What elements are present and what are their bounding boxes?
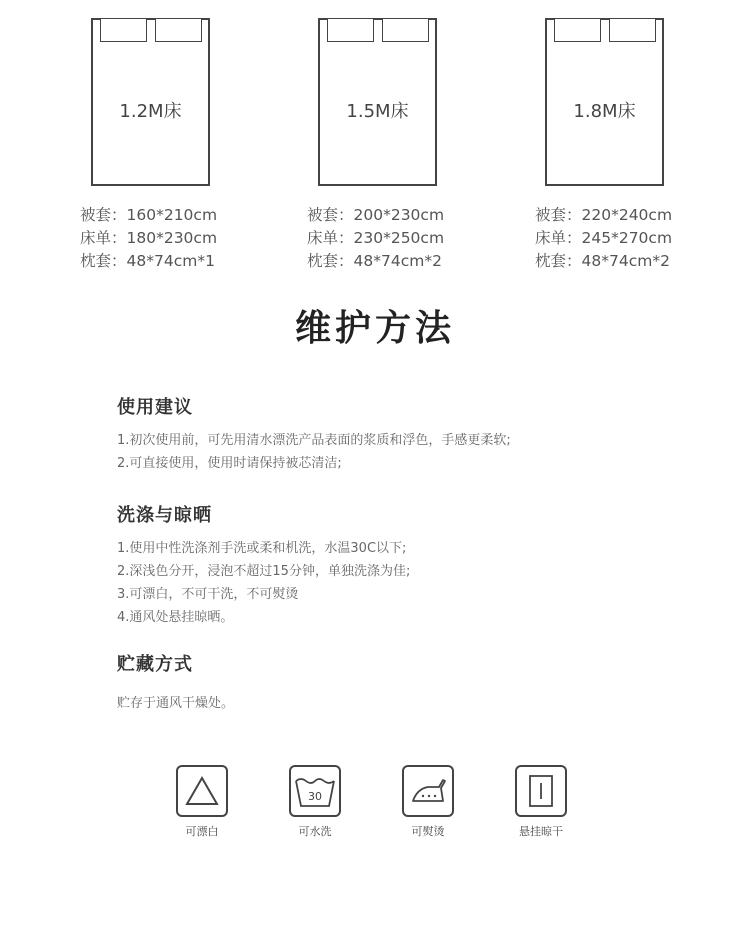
section-heading-usage: 使用建议: [117, 397, 193, 418]
usage-line: 1.初次使用前，可先用清水漂洗产品表面的浆质和浮色，手感更柔软;: [117, 433, 511, 448]
sheet-size: 床单：180*230cm: [80, 229, 218, 247]
bed-diagram-1-2m: [91, 18, 210, 186]
pillowcase-size: 枕套：48*74cm*2: [535, 252, 670, 270]
bed-size-label: 1.5M床: [346, 101, 409, 122]
pillow-shape: [609, 18, 656, 42]
pillowcase-size: 枕套：48*74cm*1: [80, 252, 215, 270]
bed-diagram-1-8m: [545, 18, 664, 186]
wash-tub-icon: [289, 765, 341, 817]
iron-icon: [402, 765, 454, 817]
care-item-hang-dry: [501, 765, 581, 839]
duvet-size: 被套：200*230cm: [307, 206, 445, 224]
usage-line: 2.可直接使用，使用时请保持被芯清洁;: [117, 456, 342, 471]
wash-temperature: 30: [308, 790, 322, 803]
washing-line: 2.深浅色分开，浸泡不超过15分钟，单独洗涤为佳;: [117, 564, 411, 579]
pillowcase-size: 枕套：48*74cm*2: [307, 252, 442, 270]
sheet-size: 床单：245*270cm: [535, 229, 673, 247]
pillow-shape: [327, 18, 374, 42]
section-heading-storage: 贮藏方式: [117, 654, 193, 675]
pillow-shape: [382, 18, 429, 42]
bed-specs-1-5m: [307, 204, 444, 273]
sheet-size: 床单：230*250cm: [307, 229, 445, 247]
bed-specs-1-8m: [535, 204, 672, 273]
duvet-size: 被套：220*240cm: [535, 206, 673, 224]
care-item-bleach: [162, 765, 242, 839]
washing-line: 3.可漂白，不可干洗，不可熨烫: [117, 587, 299, 602]
care-item-iron: [388, 765, 468, 839]
care-label: 可漂白: [185, 825, 219, 838]
bed-specs-1-2m: [80, 204, 217, 273]
duvet-size: 被套：160*210cm: [80, 206, 218, 224]
storage-line: 贮存于通风干燥处。: [117, 696, 235, 711]
pillow-shape: [100, 18, 147, 42]
bed-size-label: 1.8M床: [573, 101, 636, 122]
care-label: 悬挂晾干: [519, 825, 563, 838]
washing-line: 4.通风处悬挂晾晒。: [117, 610, 234, 625]
section-heading-washing: 洗涤与晾晒: [117, 505, 212, 526]
hang-dry-icon: [515, 765, 567, 817]
bleach-triangle-icon: [176, 765, 228, 817]
bed-diagram-1-5m: [318, 18, 437, 186]
care-label: 可水洗: [298, 825, 332, 838]
washing-line: 1.使用中性洗涤剂手洗或柔和机洗，水温30C以下;: [117, 541, 407, 556]
pillow-shape: [554, 18, 601, 42]
pillow-shape: [155, 18, 202, 42]
care-label: 可熨烫: [411, 825, 445, 838]
care-item-wash: [275, 765, 355, 839]
bed-size-label: 1.2M床: [119, 101, 182, 122]
page-title: 维护方法: [294, 308, 455, 349]
